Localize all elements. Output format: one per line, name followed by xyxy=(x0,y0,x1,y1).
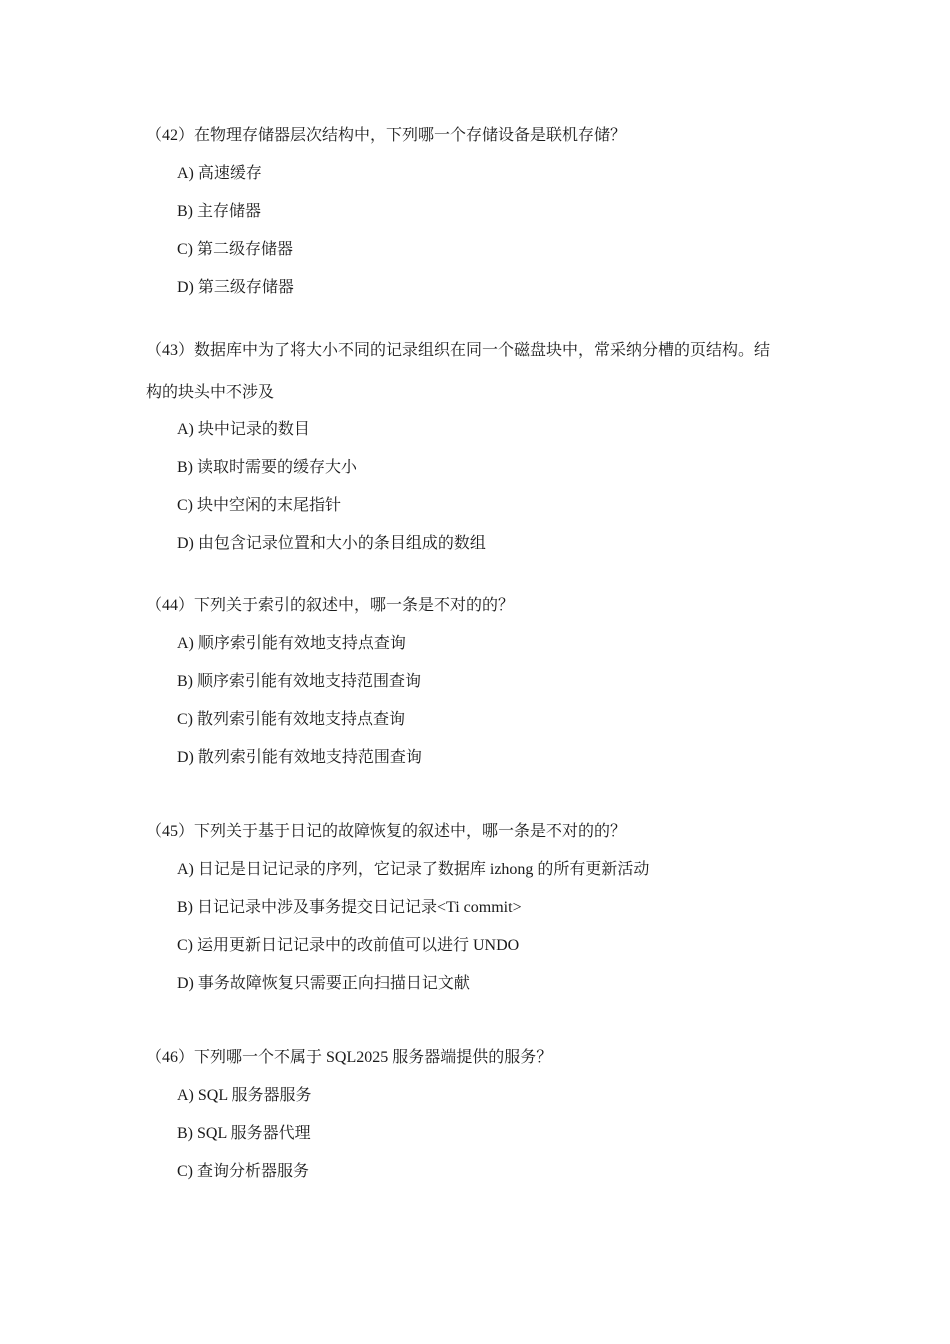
question-46-option-c: C) 查询分析器服务 xyxy=(177,1163,310,1180)
question-42-stem: （42）在物理存储器层次结构中，下列哪一个存储设备是联机存储？ xyxy=(146,127,627,144)
question-43-stem-line-1: （43）数据库中为了将大小不同的记录组织在同一个磁盘块中，常采纳分槽的页结构。结 xyxy=(146,342,771,359)
question-45-option-d: D) 事务故障恢复只需要正向扫描日记文献 xyxy=(177,975,470,992)
question-44-option-b: B) 顺序索引能有效地支持范围查询 xyxy=(177,673,422,690)
question-45-option-c: C) 运用更新日记记录中的改前值可以进行 UNDO xyxy=(177,937,520,954)
question-44-option-d: D) 散列索引能有效地支持范围查询 xyxy=(177,749,422,766)
question-42-option-d: D) 第三级存储器 xyxy=(177,279,294,296)
question-42-option-c: C) 第二级存储器 xyxy=(177,241,294,258)
question-45-option-b: B) 日记记录中涉及事务提交日记记录<Ti commit> xyxy=(177,899,522,916)
question-42-option-a: A) 高速缓存 xyxy=(177,165,262,182)
question-44-option-a: A) 顺序索引能有效地支持点查询 xyxy=(177,635,406,652)
question-45-option-a: A) 日记是日记记录的序列，它记录了数据库 izhong 的所有更新活动 xyxy=(177,861,650,878)
question-43-stem-line-2: 构的块头中不涉及 xyxy=(146,384,275,401)
question-44-option-c: C) 散列索引能有效地支持点查询 xyxy=(177,711,406,728)
question-45-stem: （45）下列关于基于日记的故障恢复的叙述中，哪一条是不对的的？ xyxy=(146,823,627,840)
question-46-option-b: B) SQL 服务器代理 xyxy=(177,1125,311,1142)
question-43-option-b: B) 读取时需要的缓存大小 xyxy=(177,459,358,476)
question-42-option-b: B) 主存储器 xyxy=(177,203,262,220)
question-46-option-a: A) SQL 服务器服务 xyxy=(177,1087,312,1104)
question-43-option-a: A) 块中记录的数目 xyxy=(177,421,310,438)
question-44-stem: （44）下列关于索引的叙述中，哪一条是不对的的？ xyxy=(146,597,515,614)
question-46-stem: （46）下列哪一个不属于 SQL2025 服务器端提供的服务？ xyxy=(146,1049,553,1066)
question-43-option-c: C) 块中空闲的末尾指针 xyxy=(177,497,342,514)
question-43-option-d: D) 由包含记录位置和大小的条目组成的数组 xyxy=(177,535,486,552)
